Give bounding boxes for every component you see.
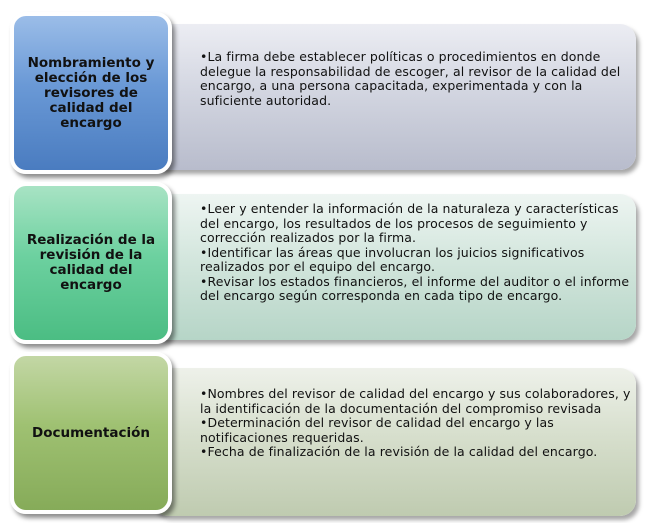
detail-text: [200, 50, 634, 108]
row-nombramiento: [0, 8, 646, 168]
detail-item: •Revisar los estados financieros, el informe del auditor o el informe del encargo según corresponda en cada tipo de encargo.: [200, 273, 630, 303]
detail-item: •La firma debe establecer políticas o procedimientos en donde delegue la responsabilidad de escoger, al revisor de la calidad del encargo, a una persona capacitada, experimentada y con la suficiente autoridad.: [200, 49, 621, 108]
detail-text: [200, 202, 634, 304]
category-box: [10, 352, 172, 514]
detail-item: •Identificar las áreas que involucran los juicios significativos realizados por el equipo del encargo.: [200, 244, 585, 274]
detail-item: •Nombres del revisor de calidad del encargo y sus colaboradores, y la identificación de la documentación del compromiso revisada: [200, 386, 631, 416]
category-label: Nombramiento y elección de los revisores de calidad del encargo: [27, 54, 155, 131]
row-documentacion: [0, 348, 646, 523]
detail-item: •Fecha de finalización de la revisión de la calidad del encargo.: [200, 444, 598, 459]
category-label: Realización de la revisión de la calidad del encargo: [26, 232, 156, 293]
detail-text: [200, 387, 634, 460]
category-label: Documentación: [31, 424, 150, 441]
category-box: [10, 182, 172, 344]
row-realizacion: [0, 178, 646, 348]
detail-item: •Determinación del revisor de calidad del encargo y las notificaciones requeridas.: [200, 415, 554, 445]
detail-item: •Leer y entender la información de la naturaleza y características del encargo, los resultados de los procesos de seguimiento y corrección realizados por la firma.: [200, 201, 619, 245]
category-box: [10, 12, 172, 174]
